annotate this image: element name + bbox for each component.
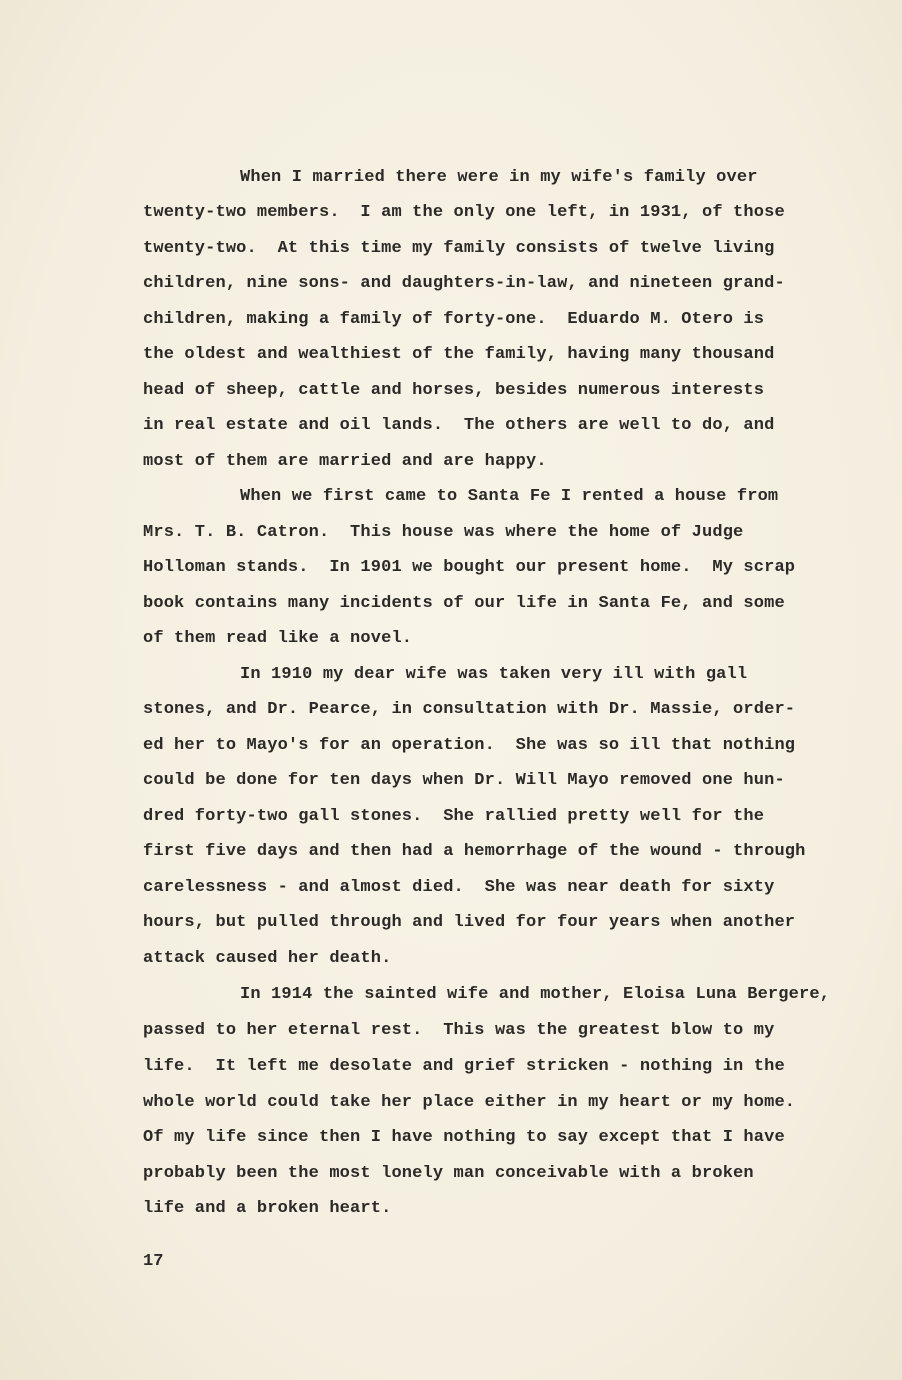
text-line: the oldest and wealthiest of the family, having many thousand <box>143 345 775 364</box>
text-line: stones, and Dr. Pearce, in consultation with Dr. Massie, order- <box>143 700 796 719</box>
text-line: Of my life since then I have nothing to say except that I have <box>143 1128 785 1147</box>
text-line: When we first came to Santa Fe I rented a house from <box>240 487 779 506</box>
text-line: head of sheep, cattle and horses, besides numerous interests <box>143 381 765 400</box>
text-line: children, making a family of forty-one. Eduardo M. Otero is <box>143 310 765 329</box>
text-line: could be done for ten days when Dr. Will Mayo removed one hun- <box>143 771 785 790</box>
text-line: hours, but pulled through and lived for four years when another <box>143 913 796 932</box>
text-line: whole world could take her place either in my heart or my home. <box>143 1093 796 1112</box>
text-line: twenty-two members. I am the only one left, in 1931, of those <box>143 203 785 222</box>
text-line: When I married there were in my wife's family over <box>240 168 758 187</box>
text-line: passed to her eternal rest. This was the greatest blow to my <box>143 1021 775 1040</box>
text-line: Mrs. T. B. Catron. This house was where the home of Judge <box>143 523 744 542</box>
text-line: life. It left me desolate and grief stricken - nothing in the <box>143 1057 785 1076</box>
text-line: life and a broken heart. <box>143 1199 392 1218</box>
text-line: ed her to Mayo's for an operation. She was so ill that nothing <box>143 736 796 755</box>
text-line: probably been the most lonely man conceivable with a broken <box>143 1164 754 1183</box>
text-line: In 1910 my dear wife was taken very ill with gall <box>240 665 748 684</box>
text-line: of them read like a novel. <box>143 629 413 648</box>
text-line: first five days and then had a hemorrhage of the wound - through <box>143 842 806 861</box>
text-line: attack caused her death. <box>143 949 392 968</box>
text-line: book contains many incidents of our life in Santa Fe, and some <box>143 594 785 613</box>
text-line: Holloman stands. In 1901 we bought our present home. My scrap <box>143 558 796 577</box>
text-line: twenty-two. At this time my family consists of twelve living <box>143 239 775 258</box>
text-line: In 1914 the sainted wife and mother, Eloisa Luna Bergere, <box>240 985 831 1004</box>
text-line: children, nine sons- and daughters-in-law, and nineteen grand- <box>143 274 785 293</box>
page-number: 17 <box>143 1252 164 1271</box>
text-line: in real estate and oil lands. The others are well to do, and <box>143 416 775 435</box>
text-line: carelessness - and almost died. She was near death for sixty <box>143 878 775 897</box>
text-line: most of them are married and are happy. <box>143 452 547 471</box>
text-line: dred forty-two gall stones. She rallied pretty well for the <box>143 807 765 826</box>
